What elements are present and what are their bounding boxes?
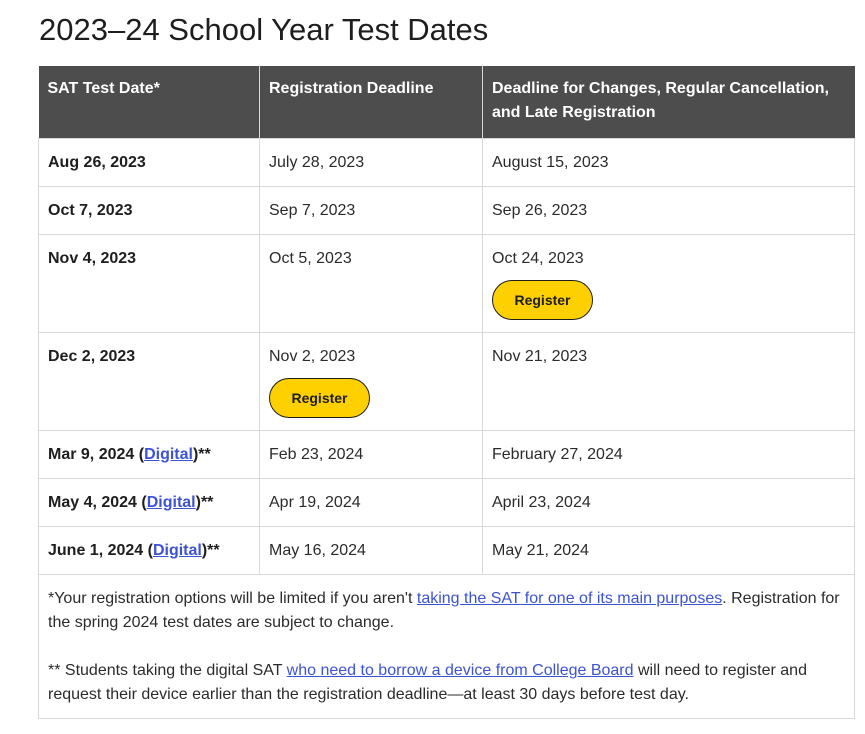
test-dates-table [38,66,855,719]
changes-deadline-cell: Sep 26, 2023 [483,187,855,235]
table-row [39,431,855,479]
main-purposes-link[interactable]: taking the SAT for one of its main purposes [416,590,723,607]
digital-link[interactable]: Digital [144,446,193,463]
open-paren: ( [143,542,153,559]
register-button-nov-4[interactable]: Register [492,280,593,320]
open-paren: ( [136,494,147,511]
header-sat-test-date: SAT Test Date* [39,66,260,139]
notes-row [39,575,855,719]
table-row [39,333,855,431]
test-date-cell [39,527,260,575]
header-registration-deadline: Registration Deadline [260,66,483,139]
footnote-registration-options [48,587,845,635]
test-date-text: Mar 9, 2024 [48,446,135,463]
digital-suffix: )** [192,446,211,463]
footnote-text: . Registration for the spring 2024 test dates are subject to change. [48,590,840,631]
footnote-text: will need to register and request their device earlier than the registration deadline—at least 30 days before test day. [48,662,807,703]
notes-cell [39,575,855,719]
test-date-cell: Oct 7, 2023 [39,187,260,235]
test-date-cell [39,431,260,479]
changes-deadline-value: Oct 24, 2023 [492,250,584,267]
test-date-cell: Nov 4, 2023 [39,235,260,333]
registration-deadline-cell: Oct 5, 2023 [260,235,483,333]
changes-deadline-cell: May 21, 2024 [483,527,855,575]
registration-deadline-cell: Apr 19, 2024 [260,479,483,527]
changes-deadline-cell: April 23, 2024 [483,479,855,527]
digital-suffix: )** [201,542,220,559]
changes-deadline-cell: Nov 21, 2023 [483,333,855,431]
table-row [39,139,855,187]
header-changes-deadline: Deadline for Changes, Regular Cancellation, and Late Registration [483,66,855,139]
digital-suffix: )** [195,494,214,511]
registration-deadline-value: Nov 2, 2023 [269,348,356,365]
footnote-text: ** Students taking the digital SAT [48,662,287,679]
register-button-dec-2[interactable]: Register [269,378,370,418]
test-date-cell: Aug 26, 2023 [39,139,260,187]
test-date-text: June 1, 2024 [48,542,144,559]
changes-deadline-cell [483,235,855,333]
registration-deadline-cell: May 16, 2024 [260,527,483,575]
table-row [39,187,855,235]
registration-deadline-cell: July 28, 2023 [260,139,483,187]
footnote-text: *Your registration options will be limited if you aren't [48,590,417,607]
table-header-row [39,66,855,139]
footnote-digital-device [48,659,845,707]
digital-link[interactable]: Digital [152,542,202,559]
test-date-text: May 4, 2024 [48,494,137,511]
registration-deadline-cell [260,333,483,431]
borrow-device-link[interactable]: who need to borrow a device from College Board [286,662,634,679]
test-date-cell [39,479,260,527]
test-date-cell: Dec 2, 2023 [39,333,260,431]
page-title: 2023–24 School Year Test Dates [39,12,489,47]
registration-deadline-cell: Feb 23, 2024 [260,431,483,479]
registration-deadline-cell: Sep 7, 2023 [260,187,483,235]
changes-deadline-cell: February 27, 2024 [483,431,855,479]
table-row [39,235,855,333]
table-row [39,527,855,575]
digital-link[interactable]: Digital [146,494,196,511]
open-paren: ( [134,446,145,463]
table-row [39,479,855,527]
changes-deadline-cell: August 15, 2023 [483,139,855,187]
